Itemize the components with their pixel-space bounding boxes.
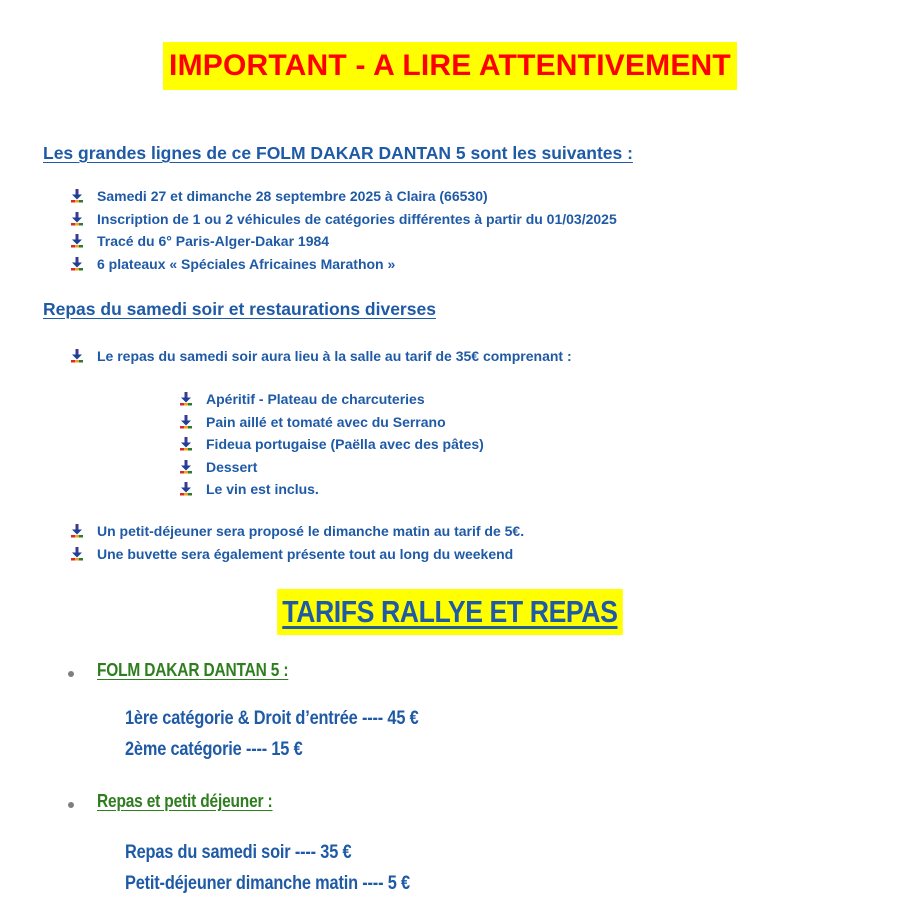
- list-item: Le repas du samedi soir aura lieu à la salle au tarif de 35€ comprenant :: [97, 345, 572, 368]
- price-line: Repas du samedi soir ---- 35 €: [125, 842, 352, 863]
- arrow-bullet-icon: [70, 212, 84, 226]
- tarifs-title-text: TARIFS RALLYE ET REPAS: [277, 589, 623, 635]
- list-item: Samedi 27 et dimanche 28 septembre 2025 à Claira (66530): [97, 185, 617, 208]
- price-line: Petit-déjeuner dimanche matin ---- 5 €: [125, 873, 410, 894]
- list-item: Tracé du 6° Paris-Alger-Dakar 1984: [97, 230, 617, 253]
- list-item: Un petit-déjeuner sera proposé le dimanche matin au tarif de 5€.: [97, 520, 524, 543]
- bullet-dot-icon: [68, 802, 74, 808]
- price-line: 1ère catégorie & Droit d’entrée ---- 45 €: [125, 708, 419, 729]
- bullet-dot-icon: [68, 671, 74, 677]
- arrow-bullet-icon: [70, 234, 84, 248]
- repas-intro-list: [97, 345, 572, 368]
- arrow-bullet-icon: [179, 460, 193, 474]
- arrow-bullet-icon: [70, 189, 84, 203]
- extras-list: [97, 520, 524, 565]
- arrow-bullet-icon: [70, 547, 84, 561]
- section-heading-repas: Repas du samedi soir et restaurations diverses: [43, 299, 436, 319]
- tarif-heading-repas: Repas et petit déjeuner :: [97, 791, 273, 811]
- arrow-bullet-icon: [179, 392, 193, 406]
- menu-list: [206, 388, 484, 501]
- tarif-heading-folm: FOLM DAKAR DANTAN 5 :: [97, 660, 289, 680]
- main-title-text: IMPORTANT - A LIRE ATTENTIVEMENT: [163, 42, 737, 90]
- list-item: 6 plateaux « Spéciales Africaines Marathon »: [97, 253, 617, 276]
- main-title: [0, 42, 900, 90]
- arrow-bullet-icon: [179, 437, 193, 451]
- price-line: 2ème catégorie ---- 15 €: [125, 739, 303, 760]
- list-item: Le vin est inclus.: [206, 478, 484, 501]
- arrow-bullet-icon: [179, 482, 193, 496]
- list-item: Dessert: [206, 456, 484, 479]
- list-item: Apéritif - Plateau de charcuteries: [206, 388, 484, 411]
- arrow-bullet-icon: [70, 524, 84, 538]
- arrow-bullet-icon: [70, 349, 84, 363]
- list-item: Une buvette sera également présente tout au long du weekend: [97, 543, 524, 566]
- list-item: Fideua portugaise (Paëlla avec des pâtes): [206, 433, 484, 456]
- arrow-bullet-icon: [179, 415, 193, 429]
- tarifs-title: [0, 589, 900, 635]
- list-item: Inscription de 1 ou 2 véhicules de catégories différentes à partir du 01/03/2025: [97, 208, 617, 231]
- section-heading-grandes-lignes: Les grandes lignes de ce FOLM DAKAR DANTAN 5 sont les suivantes :: [43, 143, 633, 163]
- list-item: Pain aillé et tomaté avec du Serrano: [206, 411, 484, 434]
- arrow-bullet-icon: [70, 257, 84, 271]
- grandes-lignes-list: [97, 185, 617, 275]
